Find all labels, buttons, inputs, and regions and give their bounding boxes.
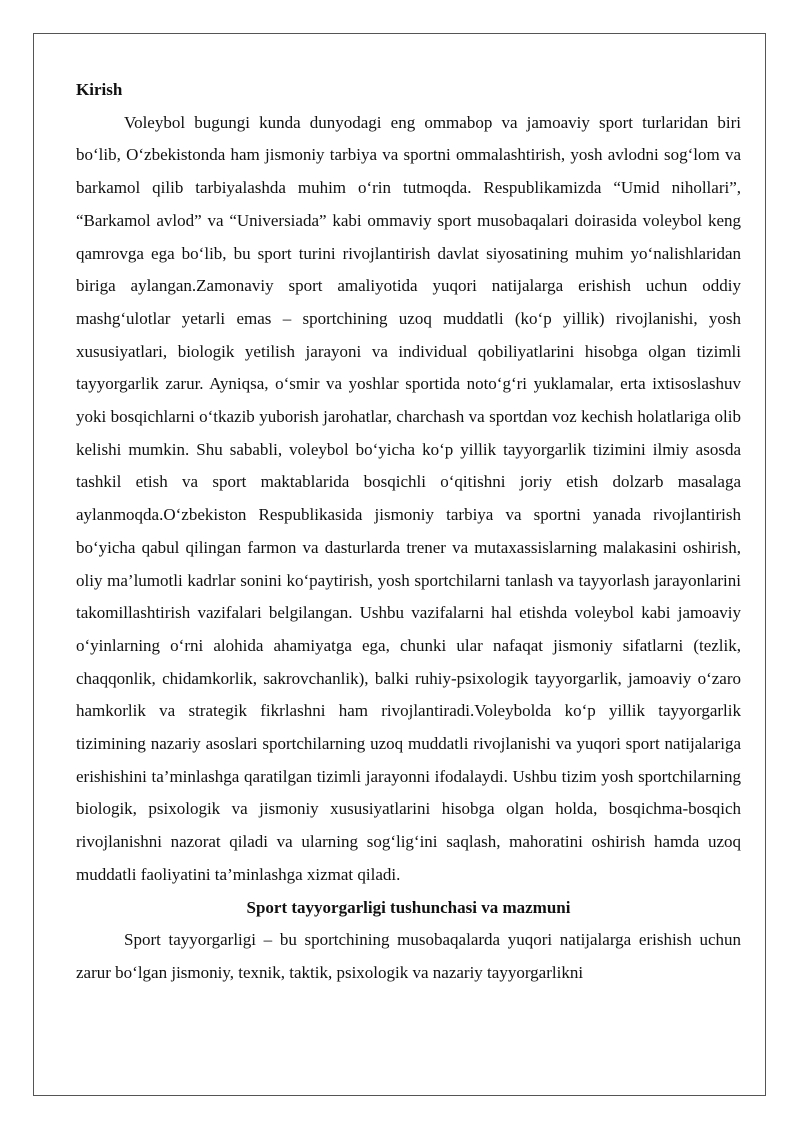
document-body: [76, 74, 741, 990]
section-heading-kirish: Kirish: [76, 80, 123, 99]
section-paragraph-sport-tayyorgarligi: Sport tayyorgarligi – bu sportchining musobaqalarda yuqori natijalarga erishish uchun zarur bo‘lgan jismoniy, texnik, taktik, psixologik va nazariy tayyorgarlikni: [76, 930, 741, 982]
section-paragraph-kirish: Voleybol bugungi kunda dunyodagi eng ommabop va jamoaviy sport turlaridan biri bo‘lib, O‘zbekistonda ham jismoniy tarbiya va sportni ommalashtirish, yosh avlodni sog‘lom va barkamol qilib tarbiyalashda muhim o‘rin tutmoqda. Respublikamizda “Umid nihollari”, “Barkamol avlod” va “Universiada” kabi ommaviy sport musobaqalari doirasida voleybol keng qamrovga ega bo‘lib, bu sport turini rivojlantirish davlat siyosatining muhim yo‘nalishlaridan biriga aylangan.Zamonaviy sport amaliyotida yuqori natijalarga erishish uchun oddiy mashg‘ulotlar yetarli emas – sportchining uzoq muddatli (ko‘p yillik) rivojlanishi, yosh xususiyatlari, biologik yetilish jarayoni va individual qobiliyatlarini hisobga olgan tizimli tayyorgarlik zarur. Ayniqsa, o‘smir va yoshlar sportida noto‘g‘ri yuklamalar, erta ixtisoslashuv yoki bosqichlarni o‘tkazib yuborish jarohatlar, charchash va sportdan voz kechish holatlariga olib kelishi mumkin. Shu sababli, voleybol bo‘yicha ko‘p yillik tayyorgarlik tizimini ilmiy asosda tashkil etish va sport maktablarida bosqichli o‘qitishni joriy etish dolzarb masalaga aylanmoqda.O‘zbekiston Respublikasida jismoniy tarbiya va sportni yanada rivojlantirish bo‘yicha qabul qilingan farmon va dasturlarda trener va mutaxassislarning malakasini oshirish, oliy ma’lumotli kadrlar sonini ko‘paytirish, yosh sportchilarni tanlash va tayyorlash jarayonlarini takomillashtirish vazifalari belgilangan. Ushbu vazifalarni hal etishda voleybol kabi jamoaviy o‘yinlarning o‘rni alohida ahamiyatga ega, chunki ular nafaqat jismoniy sifatlarni (tezlik, chaqqonlik, chidamkorlik, sakrovchanlik), balki ruhiy-psixologik tayyorgarlik, jamoaviy o‘zaro hamkorlik va strategik fikrlashni ham rivojlantiradi.Voleybolda ko‘p yillik tayyorgarlik tizimining nazariy asoslari sportchilarning uzoq muddatli rivojlanishi va yuqori sport natijalariga erishishini ta’minlashga qaratilgan tizimli jarayonni ifodalaydi. Ushbu tizim yosh sportchilarning biologik, psixologik va jismoniy xususiyatlarini hisobga olgan holda, bosqichma-bosqich rivojlanishni nazorat qiladi va ularning sog‘lig‘ini saqlash, mahoratini oshirish hamda uzoq muddatli faoliyatini ta’minlashga xizmat qiladi.: [76, 112, 741, 884]
section-heading-sport-tayyorgarligi: Sport tayyorgarligi tushunchasi va mazmuni: [246, 897, 571, 917]
